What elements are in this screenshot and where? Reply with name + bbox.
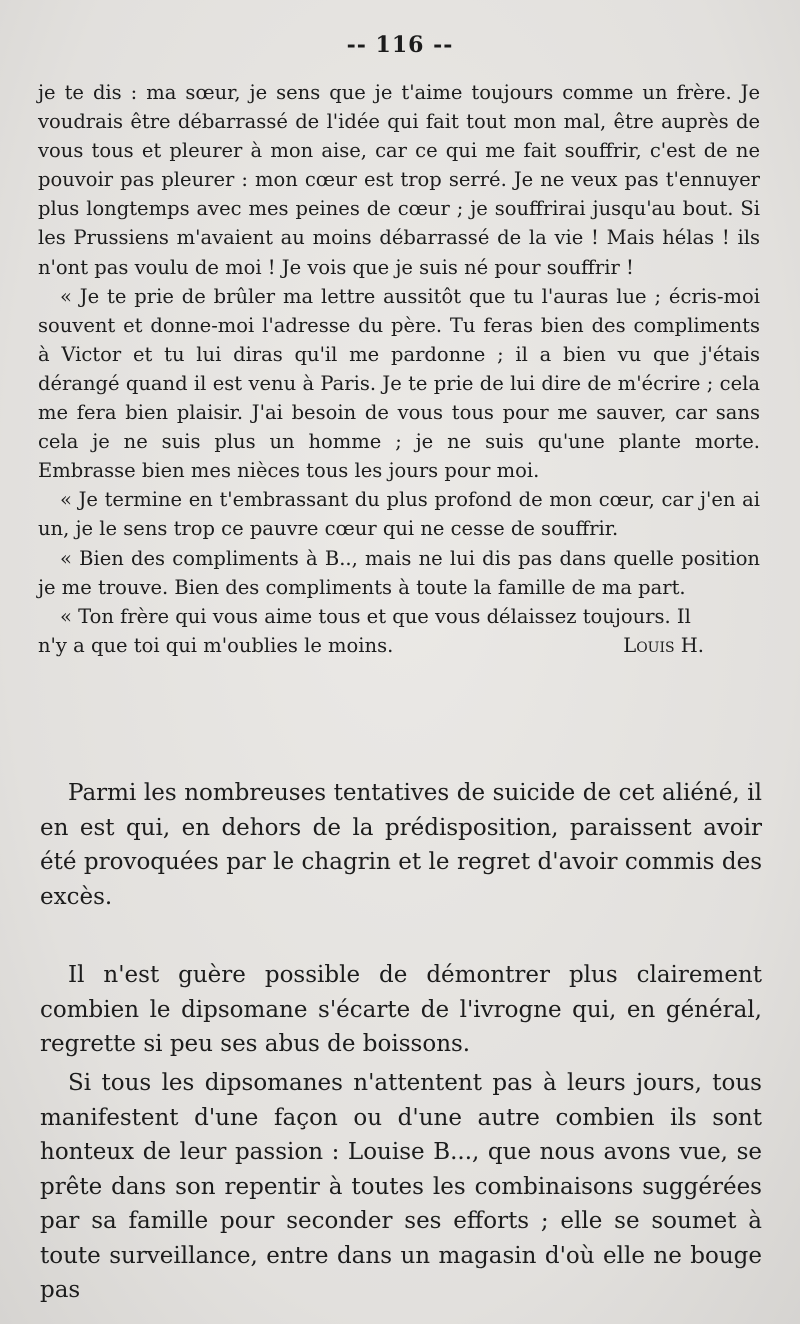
letter-paragraph-2: « Je te prie de brûler ma lettre aussitôt que tu l'auras lue ; écris-moi souvent et donne-moi l'adresse du père. Tu feras bien des compliments à Victor et tu lui diras qu'il me pardonne ; il a bien vu que j'étais dérangé quand il est venu à Paris. Je te prie de lui dire de m'écrire ; cela me fera bien plaisir. J'ai besoin de vous tous pour me sauver, car sans cela je ne suis plus un homme ; je ne suis qu'une plante morte. Embrasse bien mes nièces tous les jours pour moi.: [38, 284, 760, 483]
body-paragraph-3: Si tous les dipsomanes n'attentent pas à leurs jours, tous manifestent d'une façon ou d'une autre combien ils sont honteux de leur passion : Louise B..., que nous avons vue, se prête dans son repentir à toutes les combinaisons suggérées par sa famille pour seconder ses efforts ; elle se soumet à toute surveillance, entre dans un magasin d'où elle ne bouge pas: [40, 1070, 762, 1303]
body-paragraph-1: Parmi les nombreuses tentatives de suicide de cet aliéné, il en est qui, en dehors de la prédisposition, paraissent avoir été provoquées par le chagrin et le regret d'avoir commis des excès.: [40, 780, 762, 910]
letter-paragraph-5: « Ton frère qui vous aime tous et que vous délaissez toujours. Il: [60, 604, 691, 628]
body-paragraph-1-block: [40, 776, 762, 914]
page-number: -- 116 --: [346, 32, 454, 58]
letter-closing-text: n'y a que toi qui m'oublies le moins.: [38, 633, 394, 657]
letter-signature: Louis H.: [623, 633, 704, 657]
body-paragraph-3-block: [40, 1066, 762, 1308]
letter-paragraph-1: je te dis : ma sœur, je sens que je t'aime toujours comme un frère. Je voudrais être débarrassé de l'idée qui fait tout mon mal, être auprès de vous tous et pleurer à mon aise, car ce qui me fait souffrir, c'est de ne pouvoir pas pleurer : mon cœur est trop serré. Je ne veux pas t'ennuyer plus longtemps avec mes peines de cœur ; je souffrirai jusqu'au bout. Si les Prussiens m'avaient au moins débarrassé de la vie ! Mais hélas ! ils n'ont pas voulu de moi ! Je vois que je suis né pour souffrir !: [38, 81, 760, 279]
letter-paragraph-3: « Je termine en t'embrassant du plus profond de mon cœur, car j'en ai un, je le sens trop ce pauvre cœur qui ne cesse de souffrir.: [38, 488, 760, 541]
body-paragraph-2-block: [40, 958, 762, 1062]
letter-closing-line: [38, 631, 760, 660]
body-paragraph-2: Il n'est guère possible de démontrer plus clairement combien le dipsomane s'écarte de l'ivrogne qui, en général, regrette si peu ses abus de boissons.: [40, 962, 762, 1057]
letter-paragraph-4: « Bien des compliments à B.., mais ne lui dis pas dans quelle position je me trouve. Bien des compliments à toute la famille de ma part.: [38, 546, 760, 599]
quoted-letter: [38, 78, 760, 660]
